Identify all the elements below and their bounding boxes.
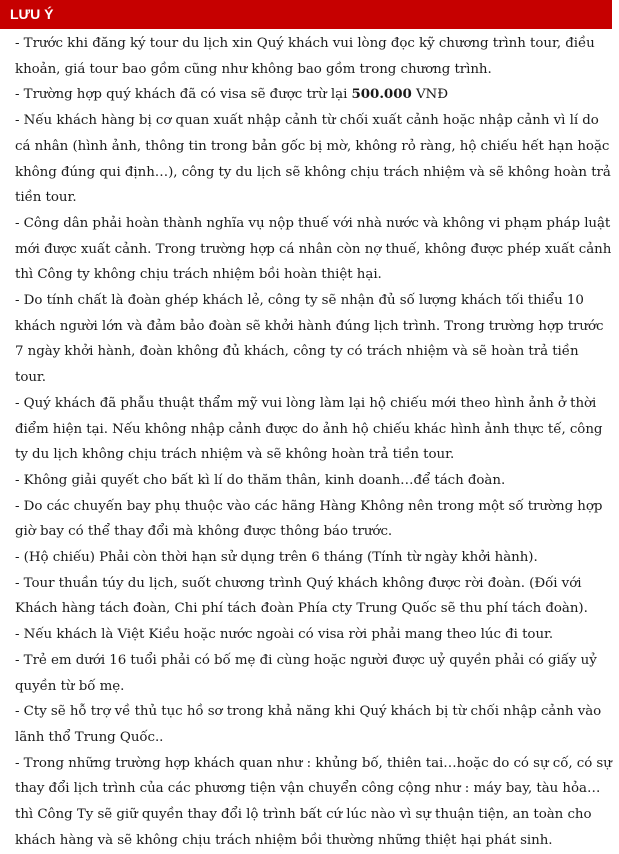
note-item: - Trẻ em dưới 16 tuổi phải có bố mẹ đi cùng hoặc người được uỷ quyền phải có giấy uỷ quyền từ bố mẹ. (15, 652, 597, 694)
visa-refund-amount: 500.000 (351, 86, 412, 103)
note-item: - Nếu khách là Việt Kiều hoặc nước ngoài có visa rời phải mang theo lúc đi tour. (15, 627, 554, 643)
note-item: - Tour thuần túy du lịch, suốt chương trình Quý khách không được rời đoàn. (Đối với Khách hàng tách đoàn, Chi phí tách đoàn Phía cty Trung Quốc sẽ thu phí tách đoàn). (15, 575, 588, 617)
note-item: - (Hộ chiếu) Phải còn thời hạn sử dụng trên 6 tháng (Tính từ ngày khởi hành). (15, 550, 538, 566)
note-item: - Do các chuyến bay phụ thuộc vào các hãng Hàng Không nên trong một số trường hợp giờ bay có thể thay đổi mà không được thông báo trước. (15, 498, 603, 540)
note-text: - Trường hợp quý khách đã có visa sẽ được trừ lại (15, 87, 352, 103)
note-item: - Do tính chất là đoàn ghép khách lẻ, công ty sẽ nhận đủ số lượng khách tối thiểu 10 khách người lớn và đảm bảo đoàn sẽ khởi hành đúng lịch trình. Trong trường hợp trước 7 ngày khởi hành, đoàn không đủ khách, công ty có trách nhiệm và sẽ hoàn trả tiền tour. (15, 293, 604, 386)
note-item-visa (15, 82, 613, 108)
note-item: - Cty sẽ hỗ trợ về thủ tục hồ sơ trong khả năng khi Quý khách bị từ chối nhập cảnh vào lãnh thổ Trung Quốc.. (15, 704, 602, 745)
note-item: - Quý khách đã phẫu thuật thẩm mỹ vui lòng làm lại hộ chiếu mới theo hình ảnh ở thời điểm hiện tại. Nếu không nhập cảnh được do ảnh hộ chiếu khác hình ảnh thực tế, công ty du lịch không chịu trách nhiệm và sẽ không hoàn trả tiền tour. (15, 395, 603, 463)
note-item: - Không giải quyết cho bất kì lí do thăm thân, kinh doanh…để tách đoàn. (15, 472, 506, 488)
notes-list (15, 31, 613, 854)
note-item: - Công dân phải hoàn thành nghĩa vụ nộp thuế với nhà nước và không vi phạm pháp luật mới được xuất cảnh. Trong trường hợp cá nhân còn nợ thuế, không được phép xuất cảnh thì Công ty không chịu trách nhiệm bồi hoàn thiệt hại. (15, 215, 612, 283)
section-title: LƯU Ý (10, 6, 54, 22)
section-header (0, 0, 612, 29)
note-item: - Trước khi đăng ký tour du lịch xin Quý khách vui lòng đọc kỹ chương trình tour, điều khoản, giá tour bao gồm cũng như không bao gồm trong chương trình. (15, 36, 595, 77)
note-item: - Nếu khách hàng bị cơ quan xuất nhập cảnh từ chối xuất cảnh hoặc nhập cảnh vì lí do cá nhân (hình ảnh, thông tin trong bản gốc bị mờ, không rỏ ràng, hộ chiếu hết hạn hoặc không đúng qui định…), công ty du lịch sẽ không chịu trách nhiệm và sẽ không hoàn trả tiền tour. (15, 113, 611, 206)
note-item: - Trong những trường hợp khách quan như : khủng bố, thiên tai…hoặc do có sự cố, có sự thay đổi lịch trình của các phương tiện vận chuyển công cộng như : máy bay, tàu hỏa…thì Công Ty sẽ giữ quyền thay đổi lộ trình bất cứ lúc nào vì sự thuận tiện, an toàn cho khách hàng và sẽ không chịu trách nhiệm bồi thường những thiệt hại phát sinh. (15, 755, 612, 848)
visa-refund-currency: VNĐ (411, 87, 448, 103)
